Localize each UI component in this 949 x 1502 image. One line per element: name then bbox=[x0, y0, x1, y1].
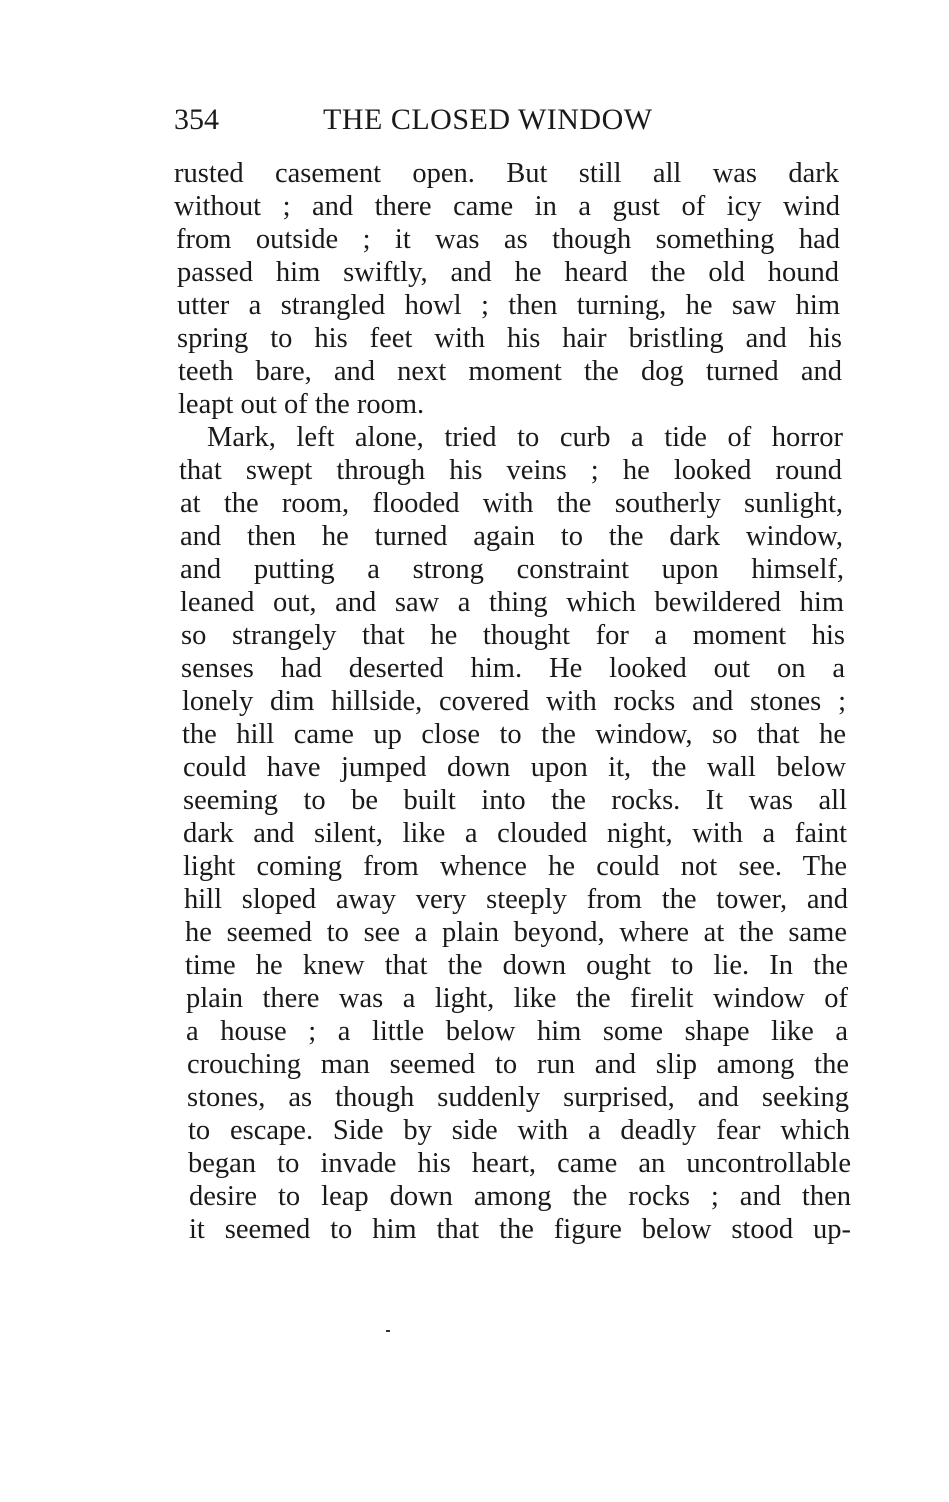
text-line: could have jumped down upon it, the wall below bbox=[183, 752, 846, 783]
text-line: leaned out, and saw a thing which bewildered him bbox=[180, 587, 844, 618]
text-line: he seemed to see a plain beyond, where at the same bbox=[185, 917, 847, 948]
text-line: lonely dim hillside, covered with rocks and stones ; bbox=[182, 686, 846, 717]
text-line: utter a strangled howl ; then turning, he saw him bbox=[177, 290, 840, 321]
text-line: leapt out of the room. bbox=[178, 389, 425, 420]
text-line: the hill came up close to the window, so that he bbox=[182, 719, 846, 750]
text-line: it seemed to him that the figure below stood up- bbox=[189, 1214, 851, 1245]
text-line: so strangely that he thought for a moment his bbox=[181, 620, 845, 651]
text-line: desire to leap down among the rocks ; and then bbox=[189, 1181, 851, 1212]
text-line: time he knew that the down ought to lie. In the bbox=[185, 950, 848, 981]
text-line: hill sloped away very steeply from the tower, and bbox=[184, 884, 848, 915]
text-line: dark and silent, like a clouded night, with a faint bbox=[183, 818, 847, 849]
text-line: rusted casement open. But still all was dark bbox=[174, 158, 839, 189]
text-line: plain there was a light, like the firelit window of bbox=[186, 983, 848, 1014]
text-line: a house ; a little below him some shape like a bbox=[186, 1016, 848, 1047]
text-line: and putting a strong constraint upon himself, bbox=[180, 554, 844, 585]
text-line: without ; and there came in a gust of icy wind bbox=[174, 191, 840, 222]
text-line: Mark, left alone, tried to curb a tide of horror bbox=[207, 422, 843, 453]
text-line: stones, as though suddenly surprised, and seeking bbox=[187, 1082, 849, 1113]
text-line: light coming from whence he could not see. The bbox=[183, 851, 847, 882]
text-line: from outside ; it was as though something had bbox=[176, 224, 840, 255]
running-title: THE CLOSED WINDOW bbox=[323, 103, 653, 136]
text-line: that swept through his veins ; he looked round bbox=[179, 455, 842, 486]
text-line: seeming to be built into the rocks. It was all bbox=[183, 785, 847, 816]
text-line: spring to his feet with his hair bristling and his bbox=[177, 323, 842, 354]
text-line: crouching man seemed to run and slip among the bbox=[187, 1049, 849, 1080]
text-line: began to invade his heart, came an uncontrollable bbox=[188, 1148, 851, 1179]
text-line: passed him swiftly, and he heard the old hound bbox=[177, 257, 839, 288]
text-line: teeth bare, and next moment the dog turned and bbox=[178, 356, 842, 387]
text-line: to escape. Side by side with a deadly fear which bbox=[188, 1115, 850, 1146]
text-line: and then he turned again to the dark window, bbox=[180, 521, 843, 552]
text-line: senses had deserted him. He looked out on a bbox=[181, 653, 845, 684]
page-number: 354 bbox=[174, 103, 219, 136]
page-header bbox=[174, 100, 674, 140]
ink-speck bbox=[386, 1330, 390, 1332]
text-line: at the room, flooded with the southerly sunlight, bbox=[180, 488, 843, 519]
